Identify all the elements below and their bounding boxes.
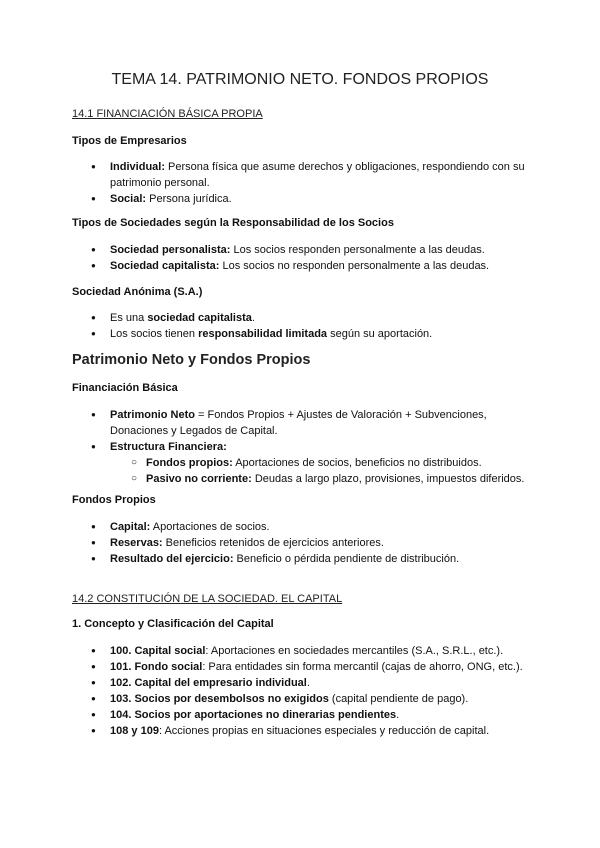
list-item: ● 103. Socios por desembolsos no exigidos (capital pendiente de pago). bbox=[89, 691, 523, 707]
section-heading-14-1: 14.1 FINANCIACIÓN BÁSICA PROPIA bbox=[72, 108, 263, 120]
list-item: ● 104. Socios por aportaciones no dinerarias pendientes. bbox=[89, 707, 523, 723]
list-tipos-empresarios bbox=[89, 159, 525, 207]
list-item: ● 100. Capital social: Aportaciones en sociedades mercantiles (S.A., S.R.L., etc.). bbox=[89, 643, 523, 659]
heading-financiacion-basica: Financiación Básica bbox=[72, 382, 178, 394]
list-sociedad-anonima bbox=[89, 310, 432, 342]
list-item: ○ Fondos propios: Aportaciones de socios, beneficios no distribuidos. bbox=[110, 455, 524, 471]
list-item: ● Patrimonio Neto = Fondos Propios + Ajustes de Valoración + Subvenciones, Donaciones y Legados de Capital. bbox=[89, 407, 524, 439]
list-clasificacion-capital bbox=[89, 643, 523, 739]
list-item: ○ Pasivo no corriente: Deudas a largo plazo, provisiones, impuestos diferidos. bbox=[110, 471, 524, 487]
document-title: TEMA 14. PATRIMONIO NETO. FONDOS PROPIOS bbox=[111, 71, 489, 88]
list-item: ● 102. Capital del empresario individual. bbox=[89, 675, 523, 691]
list-tipos-sociedades bbox=[89, 242, 489, 274]
heading-fondos-propios: Fondos Propios bbox=[72, 494, 156, 506]
list-item: ● Capital: Aportaciones de socios. bbox=[89, 519, 459, 535]
list-item: ● Estructura Financiera: ○ Fondos propios: Aportaciones de socios, beneficios no distribuidos. ○ Pasivo no corriente: Deudas a largo plazo, provisiones, impuestos diferidos. bbox=[89, 439, 524, 487]
heading-concepto-capital: 1. Concepto y Clasificación del Capital bbox=[72, 618, 274, 630]
heading-tipos-empresarios: Tipos de Empresarios bbox=[72, 135, 187, 147]
heading-patrimonio-neto: Patrimonio Neto y Fondos Propios bbox=[72, 352, 311, 368]
heading-sociedad-anonima: Sociedad Anónima (S.A.) bbox=[72, 286, 203, 298]
section-heading-14-2: 14.2 CONSTITUCIÓN DE LA SOCIEDAD. EL CAPITAL bbox=[72, 593, 343, 605]
list-item: ● Los socios tienen responsabilidad limitada según su aportación. bbox=[89, 326, 432, 342]
sublist-estructura-financiera bbox=[110, 455, 524, 487]
list-item: ● 101. Fondo social: Para entidades sin forma mercantil (cajas de ahorro, ONG, etc.). bbox=[89, 659, 523, 675]
list-item: ● Social: Persona jurídica. bbox=[89, 191, 525, 207]
list-fondos-propios bbox=[89, 519, 459, 567]
list-item: ● Sociedad personalista: Los socios responden personalmente a las deudas. bbox=[89, 242, 489, 258]
list-item: ● Sociedad capitalista: Los socios no responden personalmente a las deudas. bbox=[89, 258, 489, 274]
list-item: ● Individual: Persona física que asume derechos y obligaciones, respondiendo con su patrimonio personal. bbox=[89, 159, 525, 191]
heading-tipos-sociedades: Tipos de Sociedades según la Responsabilidad de los Socios bbox=[72, 217, 394, 229]
list-financiacion-basica bbox=[89, 407, 524, 487]
list-item: ● Es una sociedad capitalista. bbox=[89, 310, 432, 326]
list-item: ● Reservas: Beneficios retenidos de ejercicios anteriores. bbox=[89, 535, 459, 551]
list-item: ● Resultado del ejercicio: Beneficio o pérdida pendiente de distribución. bbox=[89, 551, 459, 567]
list-item: ● 108 y 109: Acciones propias en situaciones especiales y reducción de capital. bbox=[89, 723, 523, 739]
